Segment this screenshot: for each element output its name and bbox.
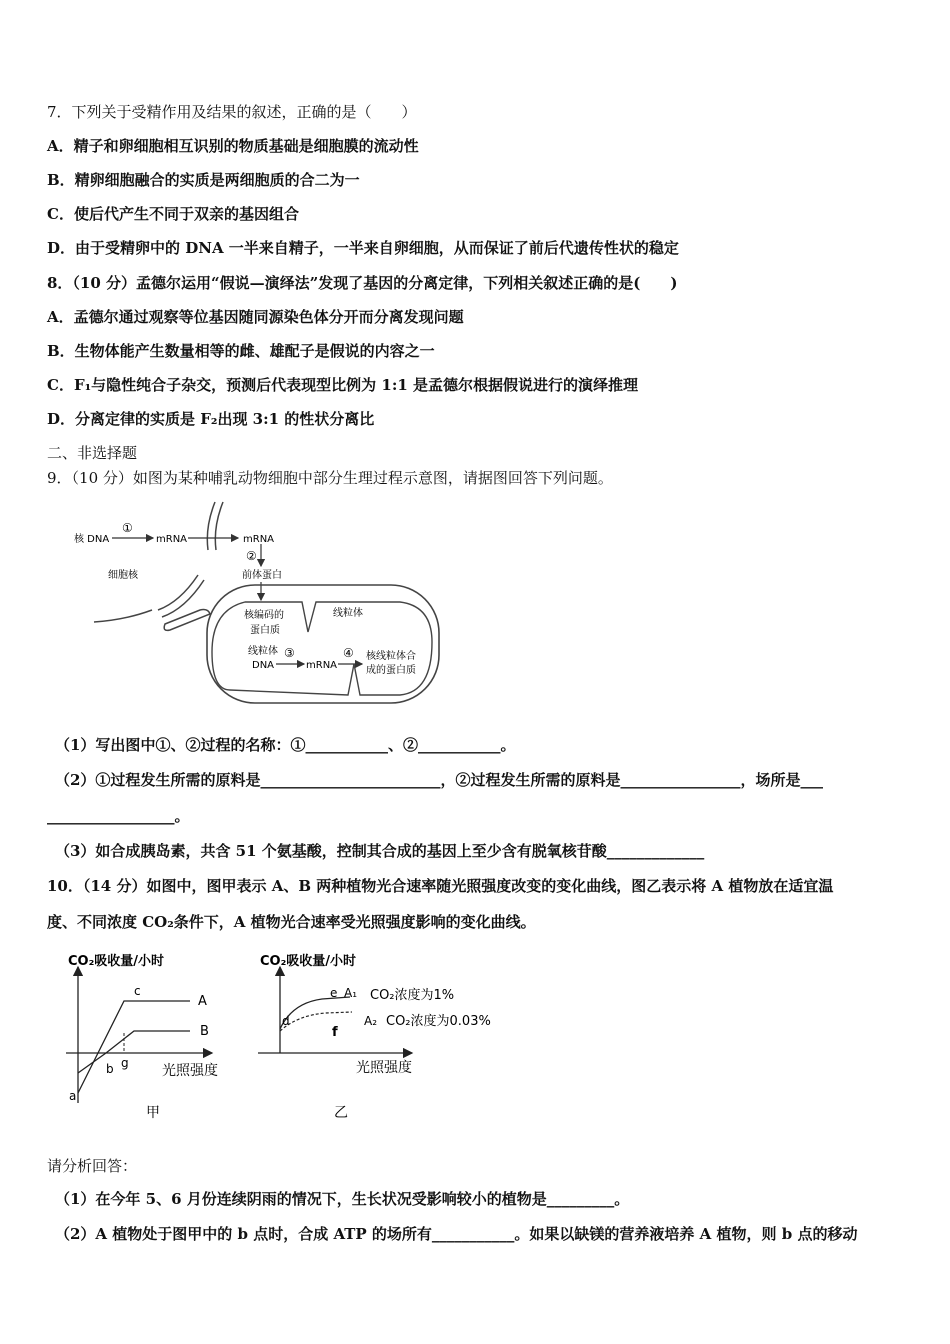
q8-option-d: D．分离定律的实质是 F₂出现 3:1 的性状分离比 [47, 410, 375, 428]
yi-point-e: e [330, 986, 338, 1000]
q9-cell-diagram [70, 492, 450, 712]
label-precursor-protein: 前体蛋白 [242, 570, 282, 581]
yi-legend-a2-marker: A₂ [364, 1014, 378, 1028]
label-mito-dna-line1: 线粒体 [248, 646, 278, 657]
yi-caption: 乙 [334, 1105, 348, 1121]
chart-yi [252, 945, 542, 1125]
jia-y-label: CO₂吸收量/小时 [68, 954, 165, 969]
q9-part1: （1）写出图中①、②过程的名称：①___________、②___________。 [55, 736, 516, 754]
q8-stem: 8．（10 分）孟德尔运用“假说—演绎法”发现了基因的分离定律，下列相关叙述正确的是( ) [47, 274, 678, 292]
yi-y-label: CO₂吸收量/小时 [260, 954, 357, 969]
label-process-1: ① [122, 521, 133, 535]
q10-stem-line2: 度、不同浓度 CO₂条件下，A 植物光合速率受光照强度影响的变化曲线。 [47, 913, 536, 931]
jia-point-b: b [106, 1062, 114, 1076]
label-mitochondrion: 线粒体 [333, 608, 363, 619]
label-mrna-1: mRNA [156, 534, 188, 545]
q10-part1: （1）在今年 5、6 月份连续阴雨的情况下，生长状况受影响较小的植物是_________。 [55, 1190, 630, 1208]
yi-curve-a1 [280, 997, 350, 1029]
label-nuclear-protein-line1: 核编码的 [244, 610, 284, 621]
section-heading: 二、非选择题 [47, 444, 138, 462]
label-process-2: ② [246, 549, 257, 563]
label-process-4: ④ [343, 646, 354, 660]
yi-point-f: f [332, 1025, 338, 1040]
label-nuclear-dna: 核 DNA [74, 534, 110, 545]
label-mito-dna-line2: DNA [252, 660, 275, 671]
q7-option-c: C．使后代产生不同于双亲的基因组合 [47, 205, 299, 223]
jia-legend-b: B [200, 1024, 209, 1039]
jia-point-c: c [134, 984, 141, 998]
jia-x-label: 光照强度 [162, 1063, 218, 1079]
q8-option-c: C．F₁与隐性纯合子杂交，预测后代表现型比例为 1:1 是孟德尔根据假说进行的演绎推理 [47, 376, 639, 394]
nuclear-envelope-top [207, 502, 223, 550]
q9-stem: 9．（10 分）如图为某种哺乳动物细胞中部分生理过程示意图，请据图回答下列问题。 [47, 469, 613, 487]
yi-x-label: 光照强度 [356, 1060, 412, 1076]
q8-option-a: A．孟德尔通过观察等位基因随同源染色体分开而分离发现问题 [47, 308, 464, 326]
yi-legend-a1-label: CO₂浓度为1% [370, 988, 455, 1003]
jia-curve-a [78, 1001, 190, 1093]
label-mrna-2: mRNA [243, 534, 275, 545]
label-nucleus: 细胞核 [108, 570, 138, 581]
jia-caption: 甲 [146, 1105, 160, 1121]
label-mrna-3: mRNA [306, 660, 338, 671]
q7-option-a: A．精子和卵细胞相互识别的物质基础是细胞膜的流动性 [47, 137, 419, 155]
yi-curve-a2 [280, 1012, 352, 1031]
q10-part2: （2）A 植物处于图甲中的 b 点时，合成 ATP 的场所有___________。如果以缺镁的营养液培养 A 植物，则 b 点的移动 [55, 1225, 858, 1243]
label-nuclear-protein-line2: 蛋白质 [250, 625, 280, 636]
jia-legend-a: A [198, 994, 207, 1009]
q10-stem-line1: 10．（14 分）如图中，图甲表示 A、B 两种植物光合速率随光照强度改变的变化曲线，图乙表示将 A 植物放在适宜温 [47, 877, 834, 895]
label-process-3: ③ [284, 646, 295, 660]
q9-part2: （2）①过程发生所需的原料是________________________，②过程发生所需的原料是________________，场所是___ [55, 771, 823, 789]
q7-option-b: B．精卵细胞融合的实质是两细胞质的合二为一 [47, 171, 360, 189]
q10-prompt: 请分析回答： [47, 1157, 138, 1175]
nuclear-envelope-bottom [94, 610, 152, 622]
yi-point-d: d [282, 1014, 290, 1028]
q8-option-b: B．生物体能产生数量相等的雌、雄配子是假说的内容之一 [47, 342, 435, 360]
yi-legend-a2-label: CO₂浓度为0.03% [386, 1014, 491, 1029]
q9-part3: （3）如合成胰岛素，共含 51 个氨基酸，控制其合成的基因上至少含有脱氧核苷酸_____________ [55, 842, 705, 860]
yi-legend-a1-marker: A₁ [344, 986, 358, 1000]
jia-point-a: a [69, 1089, 77, 1103]
q9-part2-continued: _________________。 [47, 807, 190, 825]
jia-point-g: g [121, 1056, 129, 1070]
q7-option-d: D．由于受精卵中的 DNA 一半来自精子，一半来自卵细胞，从而保证了前后代遗传性状的稳定 [47, 239, 679, 257]
q7-stem: 7．下列关于受精作用及结果的叙述，正确的是（ ） [47, 103, 417, 121]
label-combined-protein-line1: 核线粒体合 [366, 651, 416, 662]
chart-jia [62, 945, 252, 1125]
label-combined-protein-line2: 成的蛋白质 [366, 665, 416, 676]
